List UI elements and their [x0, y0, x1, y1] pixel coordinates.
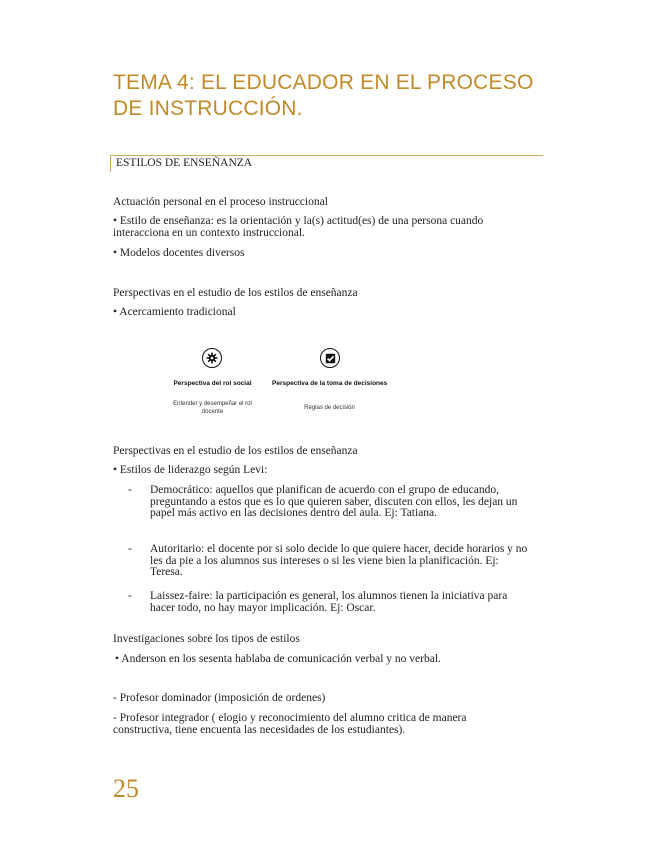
perspectives-diagram	[160, 344, 420, 424]
list-item-laissez-faire: Laissez-faire: la participación es general, los alumnos tienen la iniciativa para hacer todo, no hay mayor implicación. Ej: Oscar.	[150, 590, 508, 614]
block3-heading: Perspectivas en el estudio de los estilos de enseñanza	[113, 445, 358, 457]
block2-bullet1: • Acercamiento tradicional	[113, 306, 236, 318]
section-heading: ESTILOS DE ENSEÑANZA	[116, 157, 253, 169]
block3-bullet1: • Estilos de liderazgo según Levi:	[113, 464, 268, 476]
diagram-right-label: Perspectiva de la toma de decisiones	[272, 380, 388, 387]
diagram-left-sub: Entender y desempeñar el rol docente	[173, 401, 252, 415]
block4-heading: Investigaciones sobre los tipos de estilos	[113, 633, 300, 645]
list-dash: -	[128, 543, 132, 555]
block4-line2: - Profesor integrador ( elogio y reconocimiento del alumno critica de manera constructiva, tiene encuenta las necesidades de los estudiantes).	[113, 712, 467, 736]
block1-bullet2: • Modelos docentes diversos	[113, 247, 245, 259]
checkbox-icon	[320, 348, 340, 368]
page-title: TEMA 4: EL EDUCADOR EN EL PROCESO DE INSTRUCCIÓN.	[113, 71, 534, 120]
block1-heading: Actuación personal en el proceso instruccional	[113, 196, 328, 208]
list-dash: -	[128, 590, 132, 602]
list-item-autoritario: Autoritario: el docente por si solo decide lo que quiere hacer, decide horarios y no les da pie a los alumnos sus intereses o si les viene bien la planificación. Ej: Teresa.	[150, 543, 528, 578]
list-item-democratico: Democrático: aquellos que planifican de acuerdo con el grupo de educando, preguntando a estos que es lo que quieren saber, discuten con ellos, les dejan un papel más activo en las decisiones dentro del aula. Ej: Tatiana.	[150, 484, 518, 519]
block4-bullet1: • Anderson en los sesenta hablaba de comunicación verbal y no verbal.	[115, 653, 441, 665]
page-number: 25	[113, 774, 139, 803]
diagram-right-sub: Reglas de decisión	[304, 405, 355, 411]
block1-bullet1: • Estilo de enseñanza: es la orientación y la(s) actitud(es) de una persona cuando interacciona en un contexto instruccional.	[113, 215, 484, 239]
block4-line1: - Profesor dominador (imposición de ordenes)	[113, 692, 326, 704]
gear-icon	[202, 348, 222, 368]
diagram-left-label: Perspectiva del rol social	[173, 380, 252, 387]
block2-heading: Perspectivas en el estudio de los estilos de enseñanza	[113, 287, 358, 299]
list-dash: -	[128, 484, 132, 496]
